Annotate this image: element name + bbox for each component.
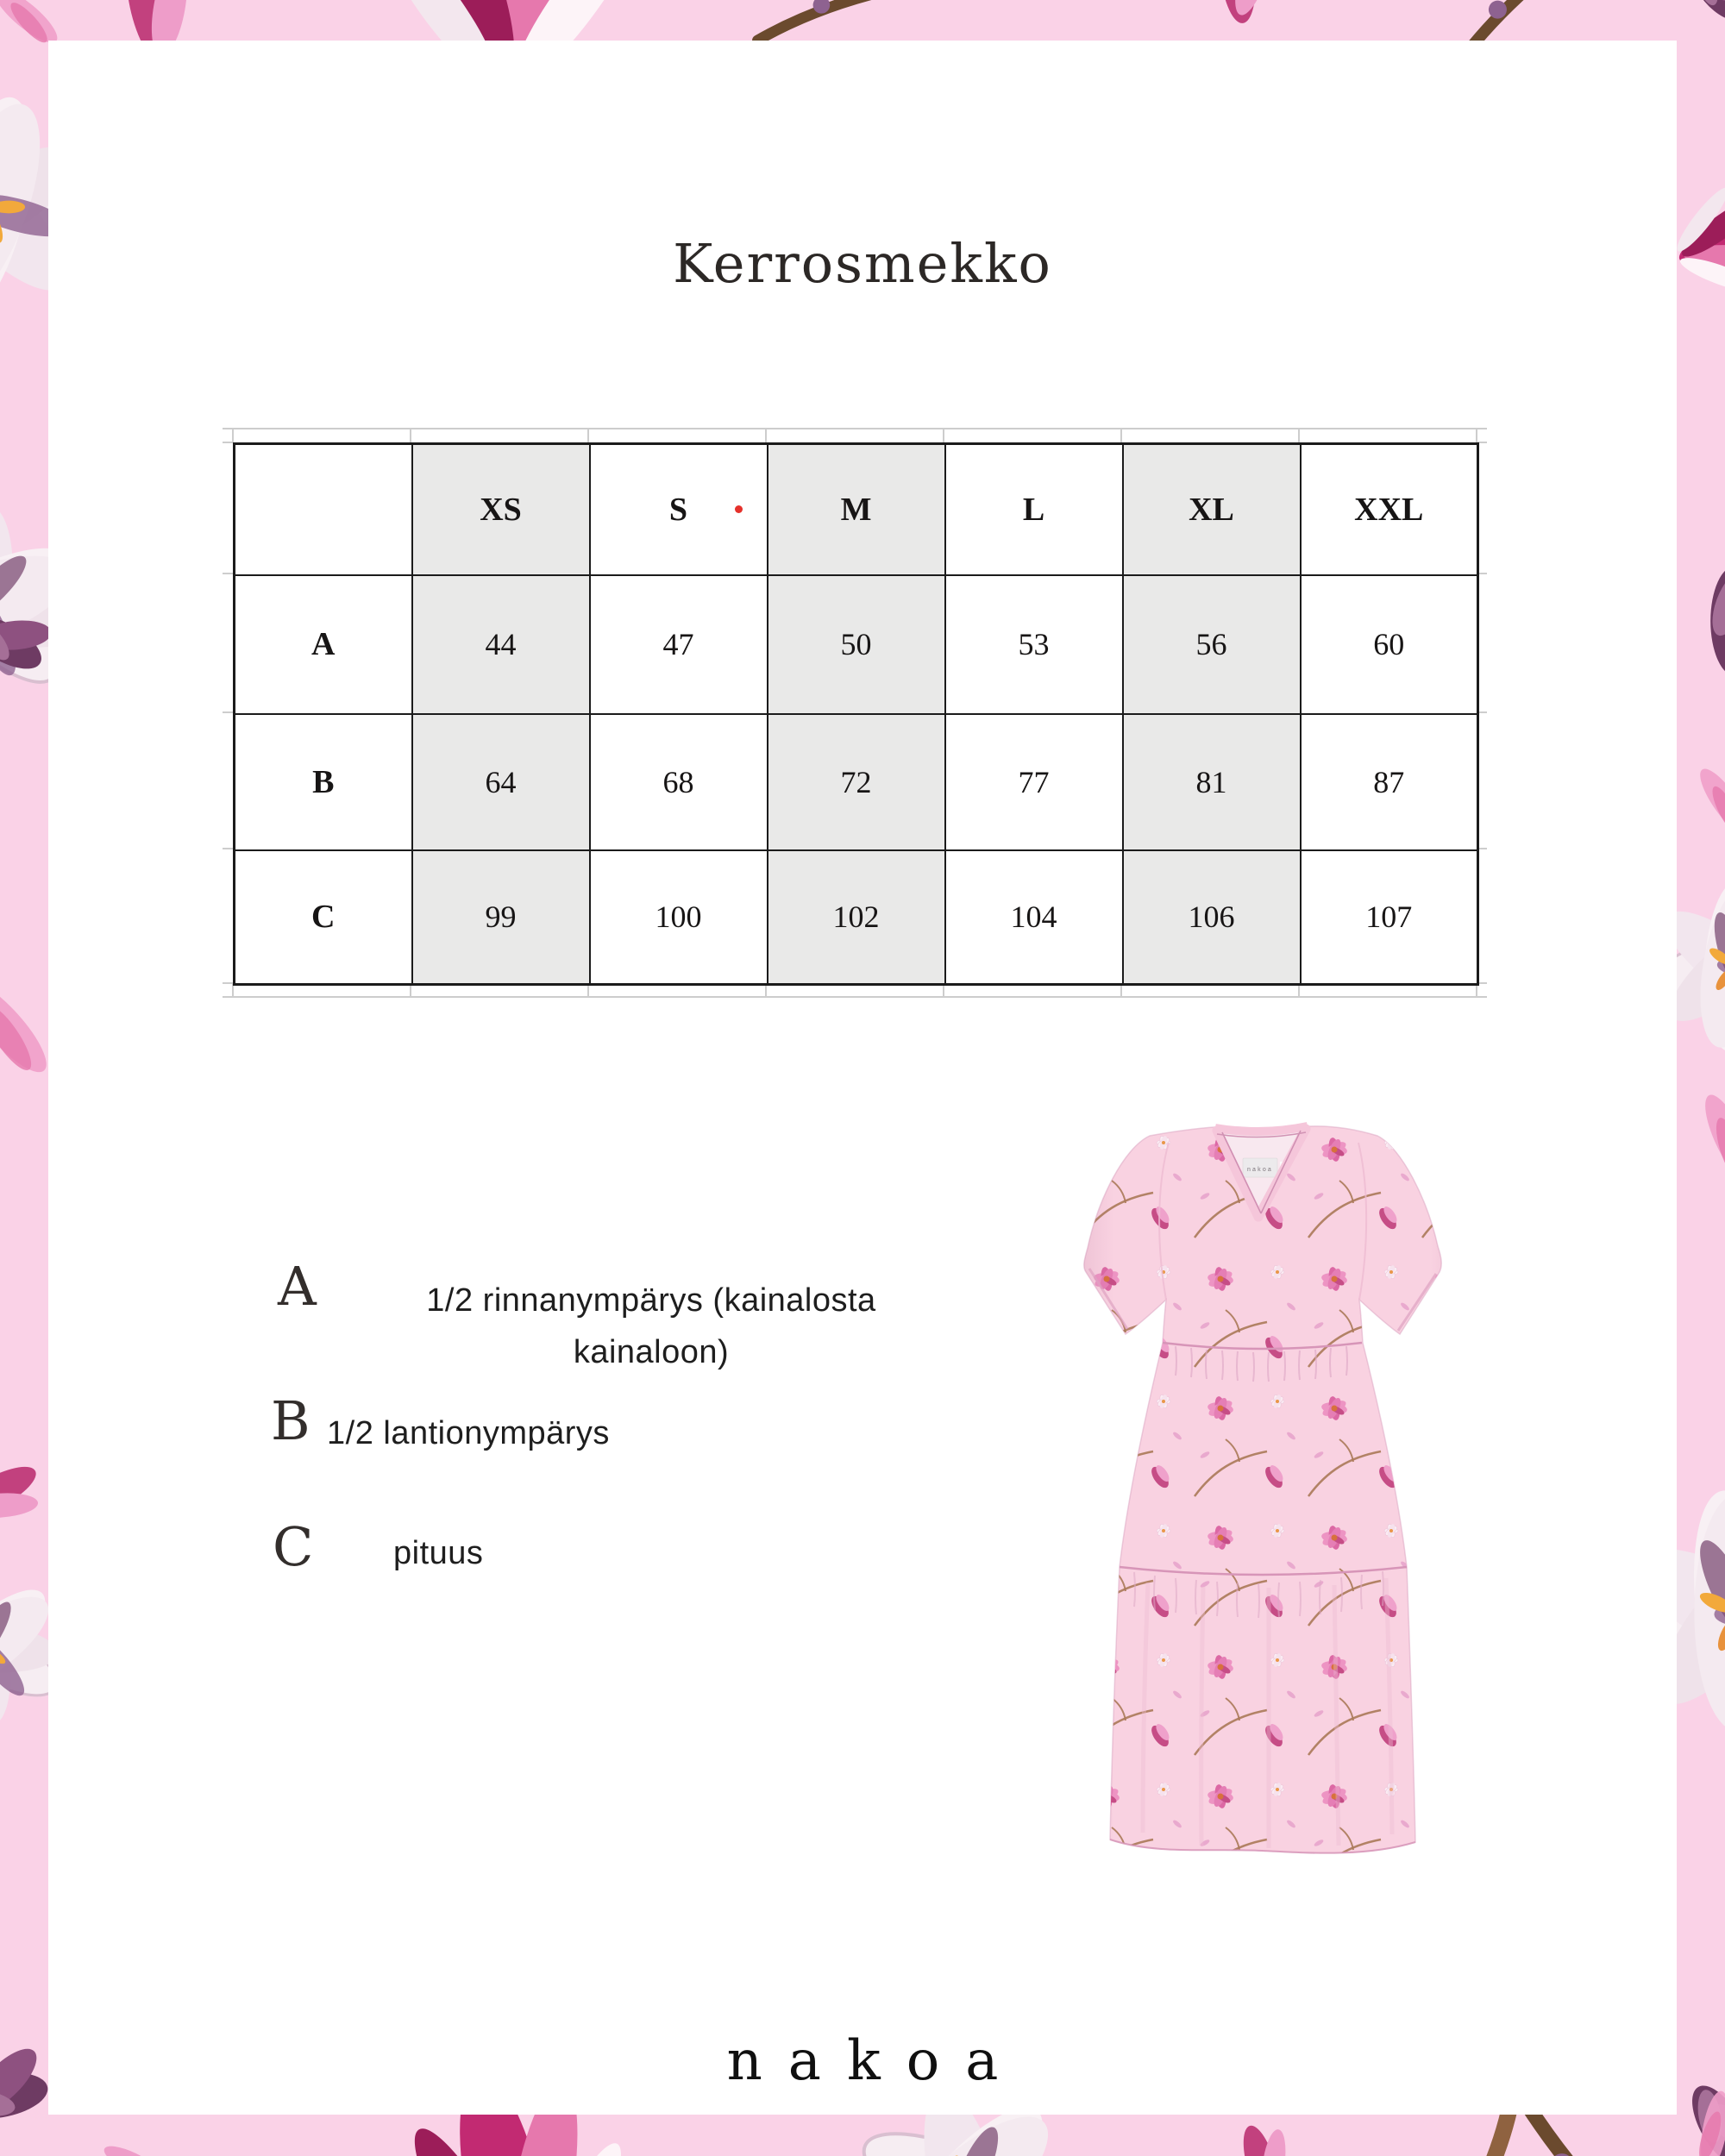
cell-a-xxl: 60 <box>1301 575 1478 714</box>
header-cell-m: M <box>768 444 945 575</box>
cell-b-s: 68 <box>590 714 768 850</box>
header-cell-empty <box>235 444 412 575</box>
cell-a-xl: 56 <box>1123 575 1301 714</box>
header-cell-s: S <box>590 444 768 575</box>
cell-c-s: 100 <box>590 850 768 985</box>
cell-b-m: 72 <box>768 714 945 850</box>
cell-a-l: 53 <box>945 575 1123 714</box>
cell-c-xs: 99 <box>412 850 590 985</box>
header-cell-xl: XL <box>1123 444 1301 575</box>
dress-product-image <box>1074 1117 1479 1858</box>
legend-key-a: A <box>278 1255 317 1318</box>
header-cell-xxl: XXL <box>1301 444 1478 575</box>
table-row-c <box>235 850 1478 985</box>
header-cell-l: L <box>945 444 1123 575</box>
cell-c-xxl: 107 <box>1301 850 1478 985</box>
content-card <box>48 41 1677 2115</box>
cell-a-m: 50 <box>768 575 945 714</box>
cell-b-xs: 64 <box>412 714 590 850</box>
table-row-a <box>235 575 1478 714</box>
size-chart-table <box>233 442 1479 986</box>
brand-logo: nakoa <box>726 2029 1025 2093</box>
cell-c-m: 102 <box>768 850 945 985</box>
cell-a-xs: 44 <box>412 575 590 714</box>
legend-text-a: 1/2 rinnanympärys (kainalosta kainaloon) <box>426 1282 876 1370</box>
row-label: C <box>235 850 412 985</box>
cell-c-xl: 106 <box>1123 850 1301 985</box>
cell-a-s: 47 <box>590 575 768 714</box>
legend-text-b: 1/2 lantionympärys <box>327 1415 610 1451</box>
table-header-row <box>235 444 1478 575</box>
cell-b-xxl: 87 <box>1301 714 1478 850</box>
row-label: A <box>235 575 412 714</box>
s-size-note-dot <box>735 505 743 513</box>
cell-b-xl: 81 <box>1123 714 1301 850</box>
page-title: Kerrosmekko <box>673 232 1052 295</box>
header-cell-xs: XS <box>412 444 590 575</box>
legend-key-c: C <box>273 1515 314 1578</box>
cell-c-l: 104 <box>945 850 1123 985</box>
row-label: B <box>235 714 412 850</box>
legend-key-b: B <box>271 1389 310 1452</box>
dress-neck-label-text: nakoa <box>1246 1167 1274 1173</box>
cell-b-l: 77 <box>945 714 1123 850</box>
table-row-b <box>235 714 1478 850</box>
legend-text-c: pituus <box>393 1535 484 1571</box>
